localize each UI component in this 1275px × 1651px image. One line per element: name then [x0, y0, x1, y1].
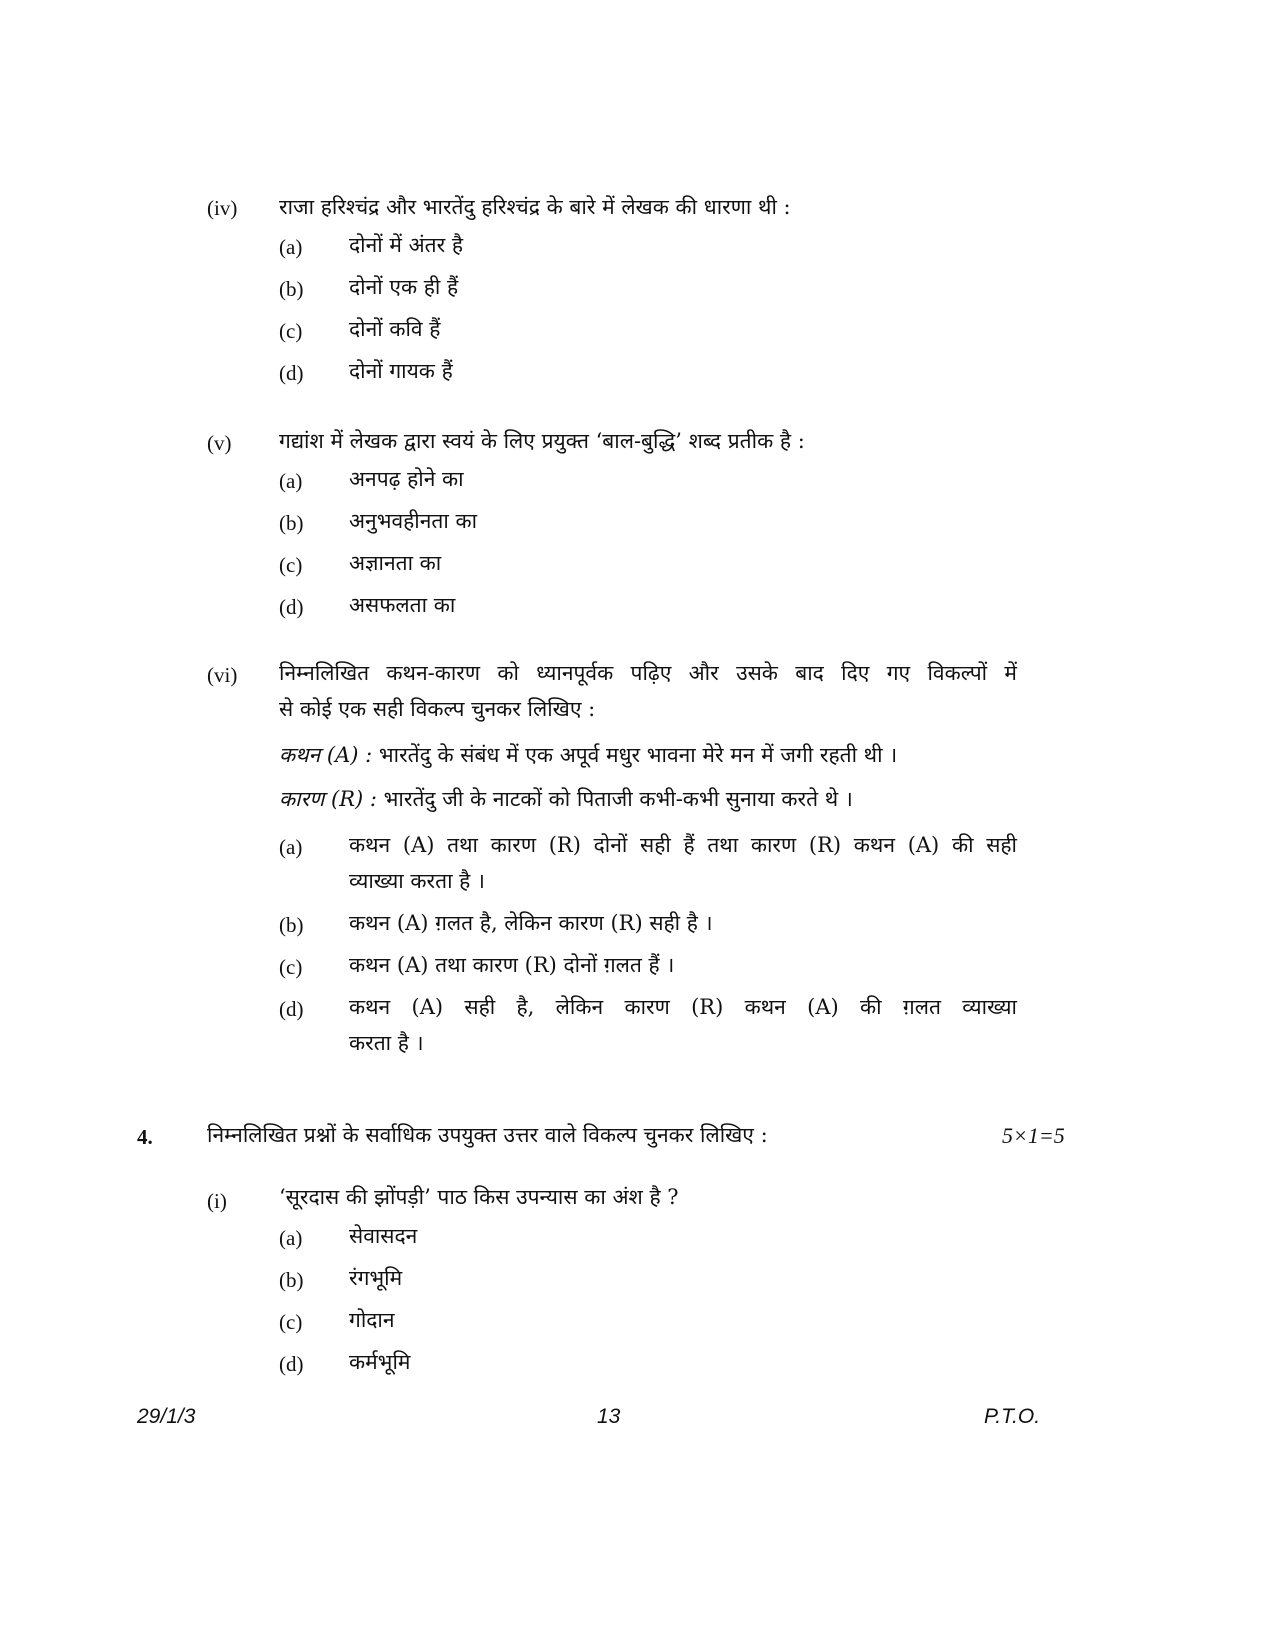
option-text: कर्मभूमि [349, 1350, 411, 1374]
question-iv-text: राजा हरिश्चंद्र और भारतेंदु हरिश्चंद्र के बारे में लेखक की धारणा थी : [279, 195, 791, 219]
option-label: (c) [279, 1310, 303, 1334]
option-text: अज्ञानता का [349, 551, 442, 575]
reason [279, 784, 853, 814]
question-vi-text-line2: से कोई एक सही विकल्प चुनकर लिखिए : [279, 697, 596, 721]
question-4-marks: 5×1=5 [1002, 1123, 1065, 1148]
option-label: (c) [279, 955, 303, 979]
option-text-line1: कथन (A) तथा कारण (R) दोनों सही हैं तथा कारण (R) कथन (A) की सही [349, 833, 1017, 857]
question-vi-number: (vi) [207, 663, 238, 687]
option-label: (b) [279, 1268, 304, 1292]
question-4-number: 4. [137, 1125, 153, 1149]
question-vi-text-line1: निम्नलिखित कथन-कारण को ध्यानपूर्वक पढ़िए और उसके बाद दिए गए विकल्पों में [279, 661, 1017, 685]
option-text-line1: कथन (A) सही है, लेकिन कारण (R) कथन (A) की ग़लत व्याख्या [349, 995, 1017, 1019]
option-label: (a) [279, 235, 303, 259]
question-4-i-text: ‘सूरदास की झोंपड़ी’ पाठ किस उपन्यास का अंश है ? [279, 1185, 679, 1209]
option-text-line2: करता है । [349, 1031, 424, 1055]
option-text-line1: कथन (A) तथा कारण (R) दोनों ग़लत हैं । [349, 953, 675, 977]
option-label: (d) [279, 1352, 304, 1376]
option-label: (c) [279, 319, 303, 343]
question-iv-number: (iv) [207, 196, 238, 220]
option-label: (a) [279, 835, 303, 859]
assertion-text: भारतेंदु के संबंध में एक अपूर्व मधुर भावना मेरे मन में जगी रहती थी । [378, 743, 898, 767]
assertion [279, 740, 897, 770]
option-text: सेवासदन [349, 1224, 418, 1248]
option-text-line2: व्याख्या करता है । [349, 869, 485, 893]
question-v-number: (v) [207, 431, 232, 455]
pto-label: P.T.O. [984, 1405, 1041, 1428]
option-text: गोदान [349, 1308, 395, 1332]
option-text: असफलता का [349, 593, 456, 617]
option-text: दोनों में अंतर है [349, 233, 464, 257]
option-text: दोनों कवि हैं [349, 317, 441, 341]
option-label: (b) [279, 277, 304, 301]
option-label: (b) [279, 511, 304, 535]
question-v-text: गद्यांश में लेखक द्वारा स्वयं के लिए प्रयुक्त ‘बाल-बुद्धि’ शब्द प्रतीक है : [279, 429, 805, 453]
option-text: दोनों गायक हैं [349, 359, 453, 383]
option-label: (c) [279, 553, 303, 577]
option-text: रंगभूमि [349, 1266, 403, 1290]
option-label: (d) [279, 595, 304, 619]
option-label: (a) [279, 1226, 303, 1250]
question-4-text: निम्नलिखित प्रश्नों के सर्वाधिक उपयुक्त उत्तर वाले विकल्प चुनकर लिखिए : [207, 1123, 768, 1147]
option-text: दोनों एक ही हैं [349, 275, 459, 299]
option-text: अनपढ़ होने का [349, 467, 464, 491]
paper-code: 29/1/3 [137, 1405, 196, 1428]
page-number: 13 [597, 1405, 621, 1428]
option-label: (a) [279, 469, 303, 493]
option-label: (d) [279, 361, 304, 385]
reason-text: भारतेंदु जी के नाटकों को पिताजी कभी-कभी सुनाया करते थे । [383, 787, 853, 811]
option-label: (d) [279, 997, 304, 1021]
option-label: (b) [279, 913, 304, 937]
option-text-line1: कथन (A) ग़लत है, लेकिन कारण (R) सही है । [349, 911, 713, 935]
option-text: अनुभवहीनता का [349, 509, 478, 533]
reason-label: कारण (R) : [279, 787, 377, 811]
question-4-i-number: (i) [207, 1189, 227, 1213]
assertion-label: कथन (A) : [279, 743, 373, 767]
